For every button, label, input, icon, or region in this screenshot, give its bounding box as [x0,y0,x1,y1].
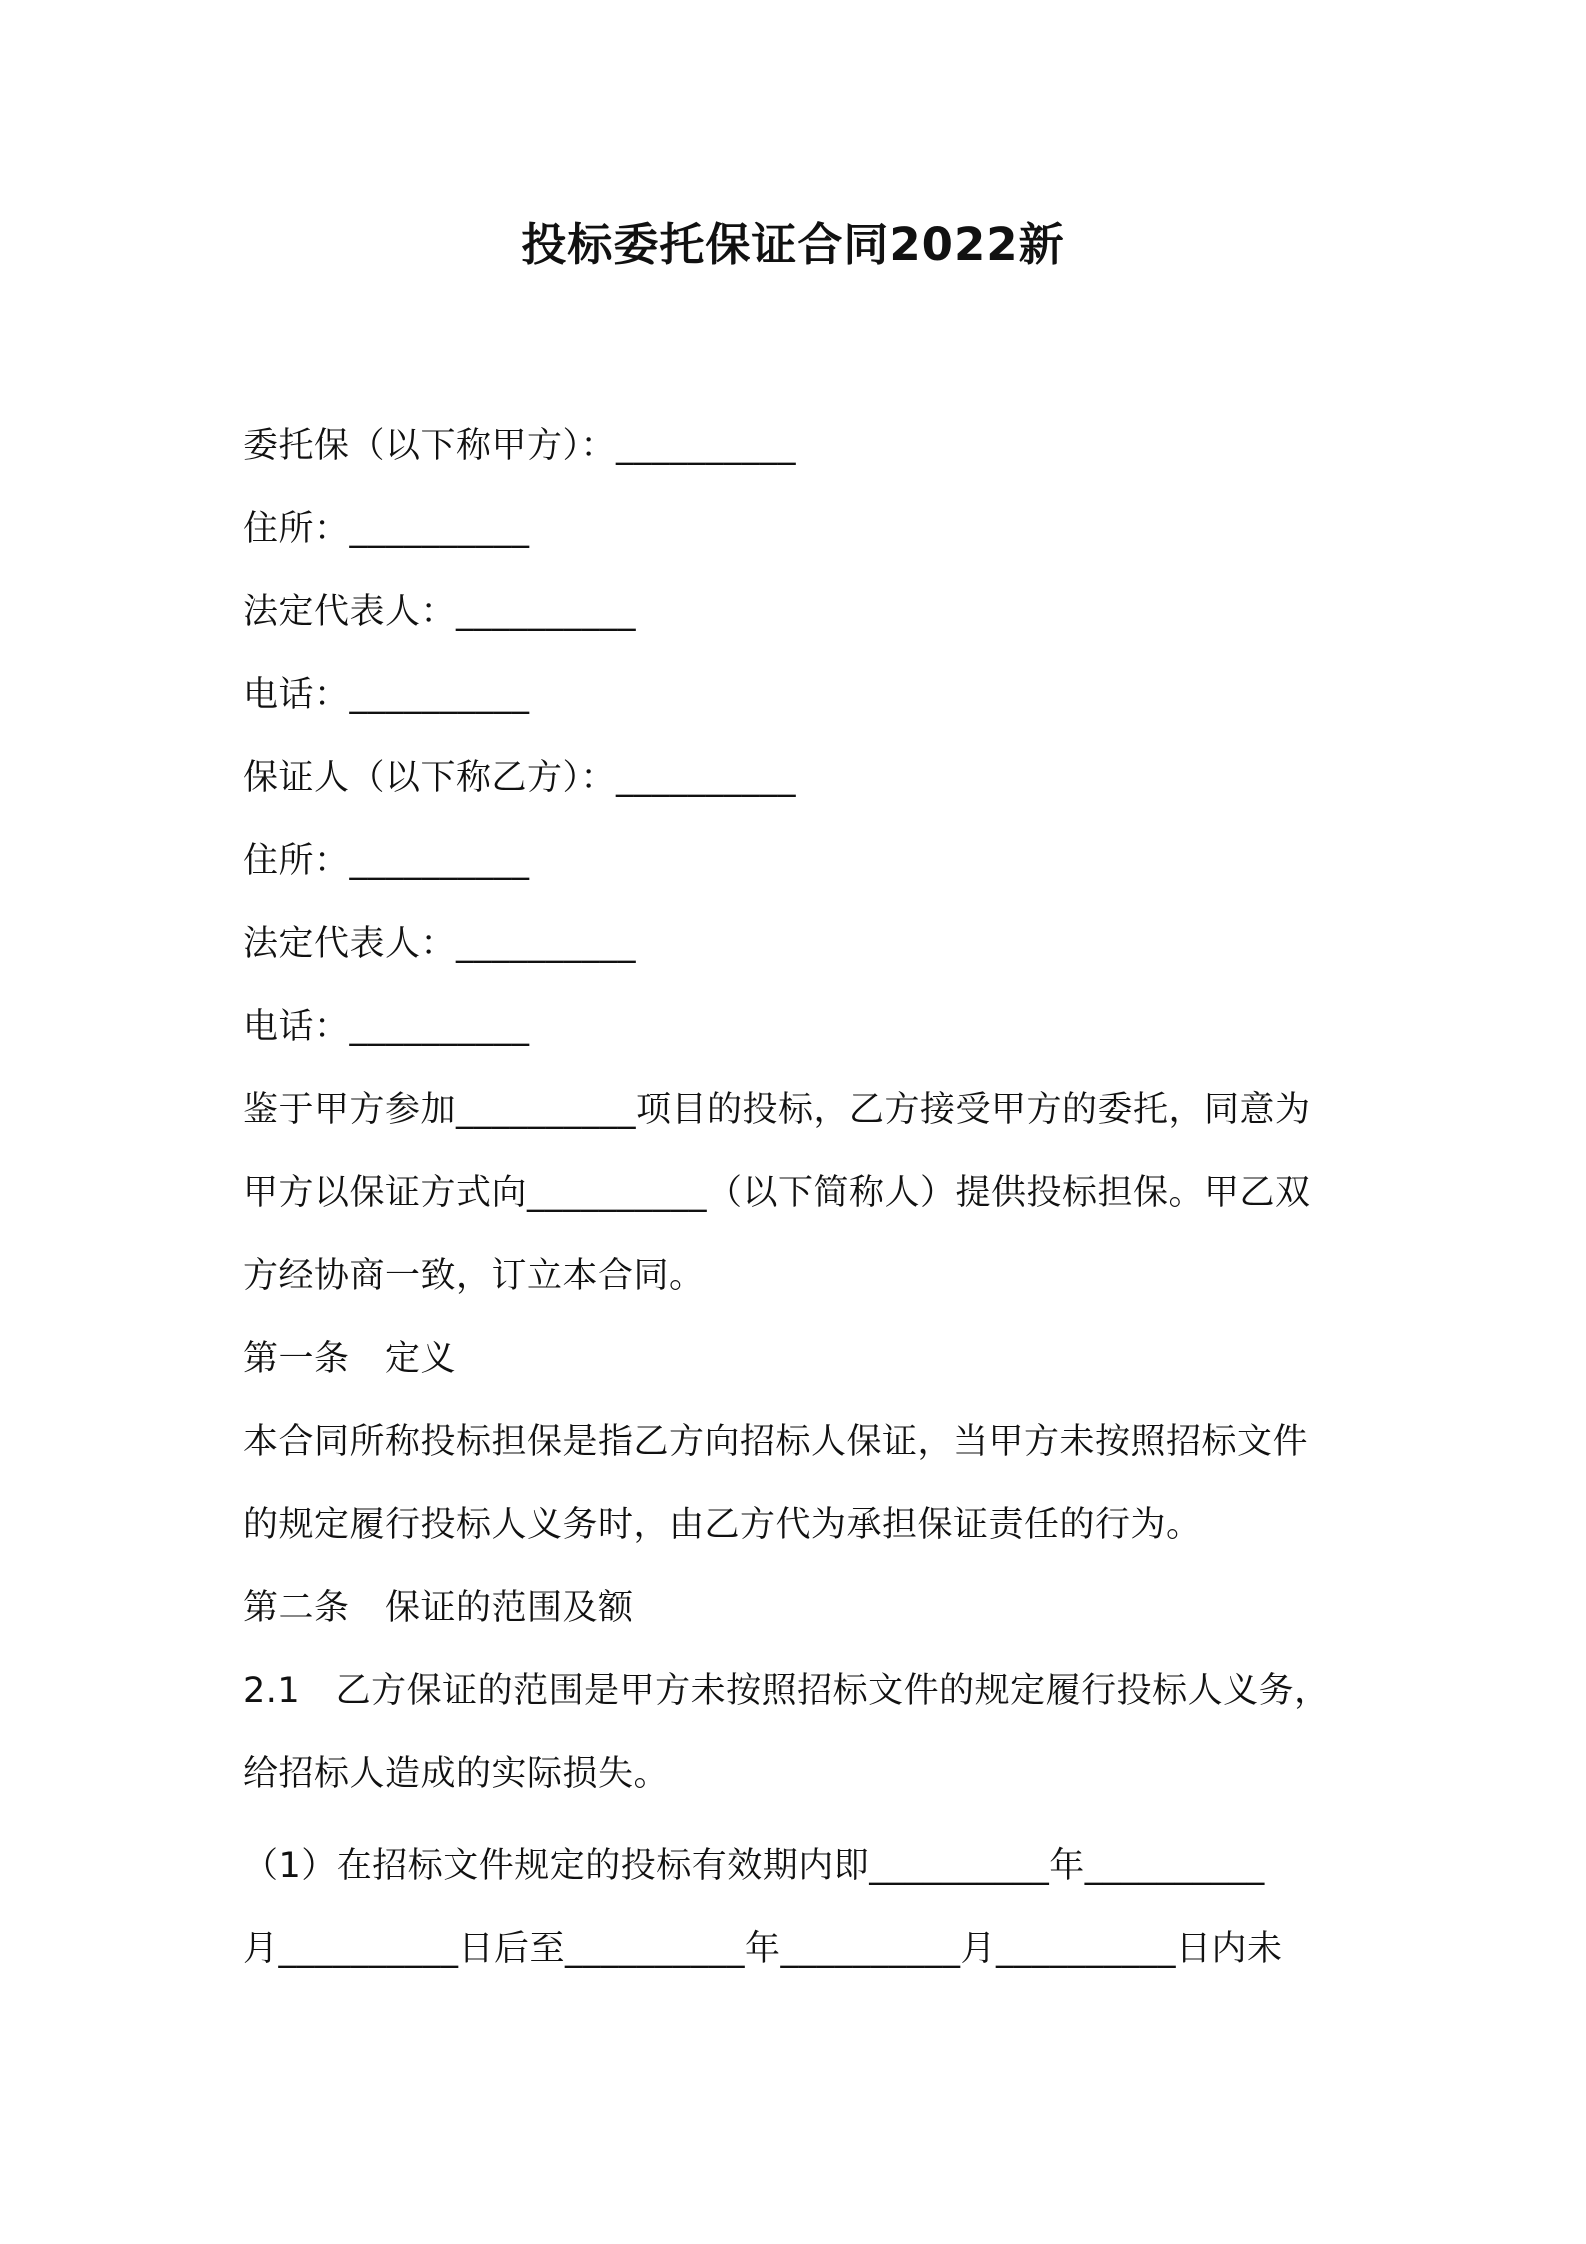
party-b-representative-line: 法定代表人：__________ [243,924,637,964]
party-a-address-line: 住所：__________ [243,509,530,549]
party-b-phone-line: 电话：__________ [243,1007,530,1047]
preamble-line-3: 方经协商一致，订立本合同。 [243,1256,705,1296]
clause-2-1-line-2: 给招标人造成的实际损失。 [243,1754,670,1794]
document-title: 投标委托保证合同2022新 [521,218,1065,271]
article-1-heading: 第一条 定义 [243,1339,457,1379]
party-b-line: 保证人（以下称乙方）：__________ [243,758,797,798]
party-a-line: 委托保（以下称甲方）：__________ [243,426,797,466]
document-body [243,405,1363,1991]
article-1-text-line-1: 本合同所称投标担保是指乙方向招标人保证，当甲方未按照招标文件 [243,1422,1309,1462]
preamble-line-2: 甲方以保证方式向__________（以下简称人）提供投标担保。甲乙双 [243,1173,1311,1213]
party-a-representative-line: 法定代表人：__________ [243,592,637,632]
party-b-address-line: 住所：__________ [243,841,530,881]
article-2-heading: 第二条 保证的范围及额 [243,1588,634,1628]
preamble-line-1: 鉴于甲方参加__________项目的投标，乙方接受甲方的委托，同意为 [243,1090,1311,1130]
item-1-line-2: 月__________日后至__________年__________月__________日内未 [243,1929,1283,1969]
party-a-phone-line: 电话：__________ [243,675,530,715]
clause-2-1-line-1: 2.1 乙方保证的范围是甲方未按照招标文件的规定履行投标人义务， [243,1671,1330,1711]
item-1-line-1: （1）在招标文件规定的投标有效期内即__________年__________ [243,1846,1265,1886]
article-1-text-line-2: 的规定履行投标人义务时，由乙方代为承担保证责任的行为。 [243,1505,1202,1545]
